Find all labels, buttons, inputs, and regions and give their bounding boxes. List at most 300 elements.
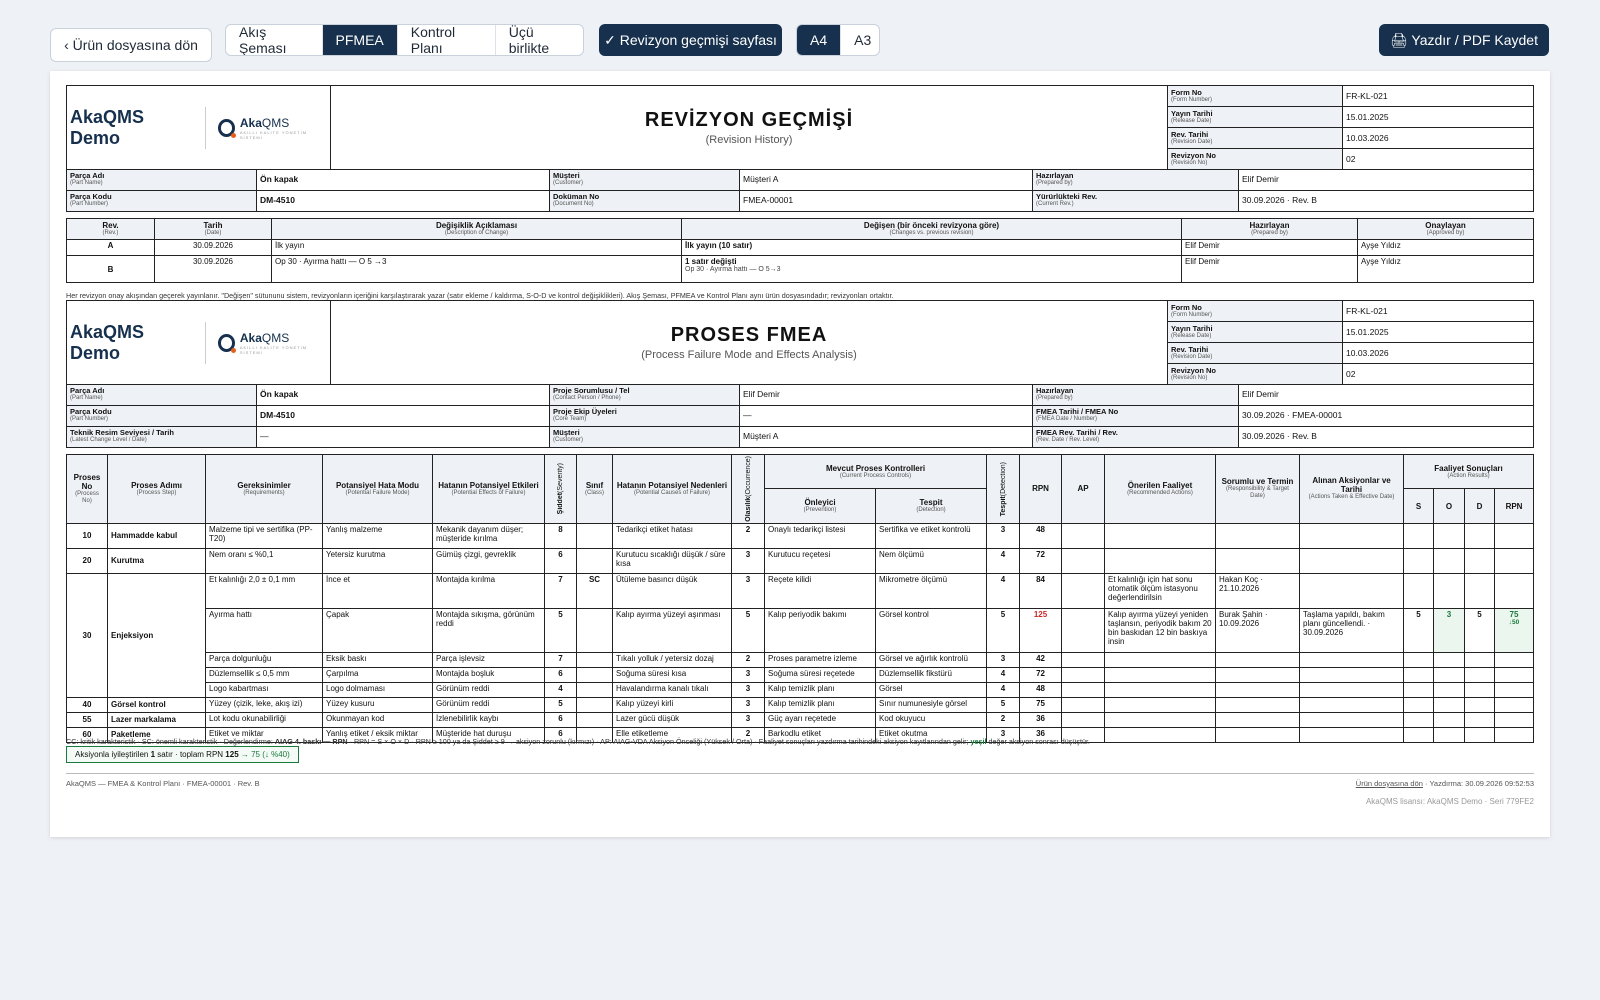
col-occurrence: Olasılık(Occurrence) <box>732 455 765 524</box>
info-value: Müşteri A <box>740 170 1033 191</box>
cell-s: 7 <box>545 573 577 608</box>
cell-fm: Çarpılma <box>323 667 433 682</box>
cell-cause: Elle etiketleme <box>613 727 732 742</box>
cell-fm: Eksik baskı <box>323 652 433 667</box>
cell-no: 55 <box>67 712 108 727</box>
fmea-row <box>67 608 1534 652</box>
fmea-row <box>67 523 1534 548</box>
cell-rec <box>1105 727 1216 742</box>
cell-det: Nem ölçümü <box>876 548 987 573</box>
cell-req: Düzlemsellik ≤ 0,5 mm <box>206 667 323 682</box>
cell-eff: Müşteride hat duruşu <box>433 727 545 742</box>
cell-resp <box>1216 727 1300 742</box>
col-causes: Hatanın Potansiyel Nedenleri (Potential Causes of Failure) <box>613 455 732 524</box>
cell-rs <box>1404 548 1434 573</box>
cell-d: 5 <box>987 697 1020 712</box>
cell-rr <box>1495 548 1534 573</box>
col-rpn: RPN <box>1020 455 1062 524</box>
cell-cls <box>577 652 613 667</box>
cell-cause: Tedarikçi etiket hatası <box>613 523 732 548</box>
logo-text-2: QMS <box>261 330 290 345</box>
akaqms-logo <box>218 116 327 140</box>
cell-cls <box>577 697 613 712</box>
cell-ap <box>1062 712 1105 727</box>
cell-s: 5 <box>545 608 577 652</box>
cell-taken <box>1300 667 1404 682</box>
col-current-controls: Mevcut Proses Kontrolleri (Current Process Controls) <box>765 455 987 489</box>
col-process-no: Proses No (Process No) <box>67 455 108 524</box>
cell-eff: Montajda sıkışma, görünüm reddi <box>433 608 545 652</box>
cell-ro <box>1434 523 1465 548</box>
cell-taken <box>1300 523 1404 548</box>
table-row <box>67 240 1534 256</box>
cell-rec: Et kalınlığı için hat sonu otomatik ölçüm istasyonu değerlendirilsin <box>1105 573 1216 608</box>
cell-prev: Reçete kilidi <box>765 573 876 608</box>
cell-rpn: 36 <box>1020 712 1062 727</box>
cell-cls <box>577 712 613 727</box>
footer-right: Ürün dosyasına dön · Yazdırma: 30.09.2026 09:52:53 <box>1355 779 1534 788</box>
revision-info <box>66 169 1534 212</box>
cell-s: 5 <box>545 697 577 712</box>
cell-ap <box>1062 652 1105 667</box>
revision-table <box>66 218 1534 283</box>
change-cell: İlk yayın (10 satır) <box>682 240 1182 256</box>
cell-ap <box>1062 523 1105 548</box>
date-cell: 30.09.2026 <box>155 240 272 256</box>
cell-prev: Onaylı tedarikçi listesi <box>765 523 876 548</box>
cell-d: 3 <box>987 727 1020 742</box>
cell-eff: Mekanik dayanım düşer; müşteride kırılma <box>433 523 545 548</box>
cell-det: Sınır numunesiyle görsel <box>876 697 987 712</box>
cell-eff: Görünüm reddi <box>433 697 545 712</box>
fmea-info <box>66 384 1534 448</box>
cell-rpn: 72 <box>1020 667 1062 682</box>
logo-text-2: QMS <box>261 115 290 130</box>
cell-d: 4 <box>987 548 1020 573</box>
logo-text: Aka <box>239 115 262 130</box>
view-pfmea-button[interactable]: PFMEA <box>323 25 398 55</box>
cell-ap <box>1062 548 1105 573</box>
col-responsibility: Sorumlu ve Termin (Responsibility & Target Date) <box>1216 455 1300 524</box>
back-to-product-button[interactable]: ‹ Ürün dosyasına dön <box>50 28 212 62</box>
cell-rs <box>1404 523 1434 548</box>
cell-s: 8 <box>545 523 577 548</box>
cell-ro <box>1434 652 1465 667</box>
cell-det: Etiket okutma <box>876 727 987 742</box>
info-label: Proje Sorumlusu / Tel (Contact Person / Phone) <box>550 385 740 406</box>
info-value: DM-4510 <box>257 406 550 427</box>
cell-taken <box>1300 573 1404 608</box>
logo-cell <box>67 301 331 385</box>
cell-fm: İnce et <box>323 573 433 608</box>
cell-o: 2 <box>732 652 765 667</box>
cell-ro <box>1434 682 1465 697</box>
cell-ro <box>1434 712 1465 727</box>
meta-value: 10.03.2026 <box>1343 128 1534 149</box>
cell-rr <box>1495 667 1534 682</box>
cell-o: 3 <box>732 697 765 712</box>
cell-cause: Tıkalı yolluk / yetersiz dozaj <box>613 652 732 667</box>
cell-step: Lazer markalama <box>108 712 206 727</box>
cell-cls <box>577 523 613 548</box>
cell-fm: Yetersiz kurutma <box>323 548 433 573</box>
cell-ap <box>1062 667 1105 682</box>
cell-d: 4 <box>987 573 1020 608</box>
col-class: Sınıf (Class) <box>577 455 613 524</box>
col-header: Hazırlayan (Prepared by) <box>1182 219 1358 240</box>
info-label: Parça Adı (Part Name) <box>67 170 257 191</box>
cell-cause: Kalıp ayırma yüzeyi aşınması <box>613 608 732 652</box>
desc-cell: İlk yayın <box>272 240 682 256</box>
cell-step: Hammadde kabul <box>108 523 206 548</box>
cell-eff: Montajda boşluk <box>433 667 545 682</box>
col-actions-taken: Alınan Aksiyonlar ve Tarihi (Actions Taken & Effective Date) <box>1300 455 1404 524</box>
col-effects: Hatanın Potansiyel Etkileri (Potential Effects of Failure) <box>433 455 545 524</box>
cell-req: Ayırma hattı <box>206 608 323 652</box>
meta-label: Rev. Tarihi (Revision Date) <box>1168 343 1343 364</box>
info-value: 30.09.2026 · Rev. B <box>1239 427 1534 448</box>
cell-prev: Güç ayarı reçetede <box>765 712 876 727</box>
cell-d: 5 <box>987 608 1020 652</box>
meta-label: Form No (Form Number) <box>1168 301 1343 322</box>
meta-value: 02 <box>1343 364 1534 385</box>
cell-rpn: 72 <box>1020 548 1062 573</box>
cell-resp: Burak Şahin · 10.09.2026 <box>1216 608 1300 652</box>
cell-prev: Barkodlu etiket <box>765 727 876 742</box>
info-value: Elif Demir <box>1239 170 1534 191</box>
size-a4-button[interactable]: A4 <box>797 25 841 55</box>
fmea-subtitle: (Process Failure Mode and Effects Analysis) <box>641 349 857 361</box>
document-sheet <box>50 71 1550 837</box>
cell-rd <box>1465 548 1495 573</box>
info-label: Proje Ekip Üyeleri (Core Team) <box>550 406 740 427</box>
cell-cls: SC <box>577 573 613 608</box>
meta-label: Rev. Tarihi (Revision Date) <box>1168 128 1343 149</box>
cell-ap <box>1062 608 1105 652</box>
info-label: Müşteri (Customer) <box>550 427 740 448</box>
cell-taken <box>1300 652 1404 667</box>
cell-cls <box>577 682 613 697</box>
cell-resp: Hakan Koç · 21.10.2026 <box>1216 573 1300 608</box>
cell-d: 2 <box>987 712 1020 727</box>
cell-rr <box>1495 682 1534 697</box>
cell-det: Görsel <box>876 682 987 697</box>
col-prevention: Önleyici (Prevention) <box>765 489 876 523</box>
cell-ap <box>1062 697 1105 712</box>
cell-det: Düzlemsellik fikstürü <box>876 667 987 682</box>
cell-rr <box>1495 608 1534 652</box>
cell-o: 3 <box>732 548 765 573</box>
fmea-row <box>67 652 1534 667</box>
table-row <box>67 256 1534 283</box>
cell-cause: Havalandırma kanalı tıkalı <box>613 682 732 697</box>
col-result-o: O <box>1434 489 1465 523</box>
cell-resp <box>1216 712 1300 727</box>
cell-rpn: 48 <box>1020 682 1062 697</box>
cell-ro <box>1434 697 1465 712</box>
info-label: Hazırlayan (Prepared by) <box>1033 170 1239 191</box>
col-detection: Tespit(Detection) <box>987 455 1020 524</box>
cell-taken <box>1300 697 1404 712</box>
cell-rec <box>1105 667 1216 682</box>
fmea-table <box>66 454 1534 743</box>
cell-prev: Kalıp temizlik planı <box>765 697 876 712</box>
fmea-title: PROSES FMEA <box>670 324 828 346</box>
cell-s: 6 <box>545 712 577 727</box>
info-label: Yürürlükteki Rev. (Current Rev.) <box>1033 191 1239 212</box>
cell-rd <box>1465 652 1495 667</box>
print-button[interactable]: 🖨 Yazdır / PDF Kaydet <box>1379 24 1549 56</box>
meta-value: FR-KL-021 <box>1343 86 1534 107</box>
cell-fm: Okunmayan kod <box>323 712 433 727</box>
cell-req: Yüzey (çizik, leke, akış izi) <box>206 697 323 712</box>
cell-cause: Ütüleme basıncı düşük <box>613 573 732 608</box>
cell-d: 3 <box>987 523 1020 548</box>
cell-rd: 5 <box>1465 608 1495 652</box>
info-label: Teknik Resim Seviyesi / Tarih (Latest Change Level / Date) <box>67 427 257 448</box>
cell-step: Enjeksiyon <box>108 573 206 697</box>
cell-fm: Yanlış etiket / eksik miktar <box>323 727 433 742</box>
prepared-cell: Elif Demir <box>1182 240 1358 256</box>
cell-rr <box>1495 652 1534 667</box>
cell-det: Sertifika ve etiket kontrolü <box>876 523 987 548</box>
cell-ro <box>1434 667 1465 682</box>
revision-history-toggle[interactable]: ✓ Revizyon geçmişi sayfası <box>599 24 782 56</box>
cell-rs: 5 <box>1404 608 1434 652</box>
info-value: Elif Demir <box>740 385 1033 406</box>
desc-cell: Op 30 · Ayırma hattı — O 5 →3 <box>272 256 682 283</box>
view-control-plan-button[interactable]: Kontrol Planı <box>398 25 496 55</box>
cell-rs <box>1404 573 1434 608</box>
back-to-product-link[interactable]: Ürün dosyasına dön <box>1355 779 1423 788</box>
view-switch <box>225 24 584 56</box>
cell-rs <box>1404 727 1434 742</box>
col-result-s: S <box>1404 489 1434 523</box>
akaqms-logo <box>218 331 327 355</box>
license-info: AkaQMS lisansı: AkaQMS Demo · Seri 779FE2 <box>1365 797 1534 806</box>
approved-cell: Ayşe Yıldız <box>1358 240 1534 256</box>
fmea-title-cell <box>331 301 1168 385</box>
info-value: Ön kapak <box>257 385 550 406</box>
cell-no: 30 <box>67 573 108 697</box>
info-value: — <box>740 406 1033 427</box>
col-header: Onaylayan (Approved by) <box>1358 219 1534 240</box>
company-name: AkaQMS Demo <box>70 322 206 364</box>
cell-ro <box>1434 573 1465 608</box>
cell-rpn: 36 <box>1020 727 1062 742</box>
cell-rpn: 48 <box>1020 523 1062 548</box>
fmea-header <box>66 300 1534 385</box>
approved-cell: Ayşe Yıldız <box>1358 256 1534 283</box>
paper-size-switch <box>796 24 880 56</box>
cell-det: Mikrometre ölçümü <box>876 573 987 608</box>
cell-o: 3 <box>732 712 765 727</box>
cell-s: 6 <box>545 667 577 682</box>
cell-rr <box>1495 712 1534 727</box>
cell-prev: Kurutucu reçetesi <box>765 548 876 573</box>
col-action-results: Faaliyet Sonuçları (Action Results) <box>1404 455 1534 489</box>
cell-resp <box>1216 523 1300 548</box>
view-all-button[interactable]: Üçü birlikte <box>508 24 550 56</box>
info-label: Parça Adı (Part Name) <box>67 385 257 406</box>
cell-req: Et kalınlığı 2,0 ± 0,1 mm <box>206 573 323 608</box>
fmea-row <box>67 682 1534 697</box>
cell-rs <box>1404 667 1434 682</box>
cell-req: Malzeme tipi ve sertifika (PP-T20) <box>206 523 323 548</box>
cell-cause: Kalıp yüzeyi kirli <box>613 697 732 712</box>
cell-rs <box>1404 712 1434 727</box>
cell-rd <box>1465 697 1495 712</box>
info-value: Elif Demir <box>1239 385 1534 406</box>
meta-label: Form No (Form Number) <box>1168 86 1343 107</box>
cell-cause: Kurutucu sıcaklığı düşük / süre kısa <box>613 548 732 573</box>
cell-taken <box>1300 712 1404 727</box>
fmea-legend: CC: kritik karakteristik · SC: önemli karakteristik · Değerlendirme: AIAG 4. baskı — RPN · RPN = S × O × D · RPN ≥ 100 ya da Şiddet ≥ 9 → aksiyon zorunlu (kırmızı) · AP: AIAG-VDA Aksiyon Önceliği (Yüksek / Orta) · Faaliyet sonuçları yazdırma tarihindeki aksiyon kayıtlarından gelir; yeşil değer aksiyon sonrası düşüştür. <box>66 737 1090 746</box>
meta-label: Revizyon No (Revision No) <box>1168 364 1343 385</box>
cell-step: Görsel kontrol <box>108 697 206 712</box>
cell-rpn: 84 <box>1020 573 1062 608</box>
cell-o: 5 <box>732 608 765 652</box>
cell-resp <box>1216 652 1300 667</box>
info-label: FMEA Rev. Tarihi / Rev. (Rev. Date / Rev. Level) <box>1033 427 1239 448</box>
info-value: FMEA-00001 <box>740 191 1033 212</box>
fmea-row <box>67 697 1534 712</box>
cell-rr <box>1495 727 1534 742</box>
cell-fm: Yüzey kusuru <box>323 697 433 712</box>
cell-eff: Parça işlevsiz <box>433 652 545 667</box>
meta-value: 02 <box>1343 149 1534 170</box>
col-ap: AP <box>1062 455 1105 524</box>
cell-rs <box>1404 697 1434 712</box>
col-result-d: D <box>1465 489 1495 523</box>
company-name: AkaQMS Demo <box>70 107 206 149</box>
cell-o: 3 <box>732 573 765 608</box>
cell-rd <box>1465 667 1495 682</box>
meta-label: Yayın Tarihi (Release Date) <box>1168 322 1343 343</box>
cell-eff: Gümüş çizgi, gevreklik <box>433 548 545 573</box>
cell-rd <box>1465 682 1495 697</box>
cell-cause: Lazer gücü düşük <box>613 712 732 727</box>
logo-text: Aka <box>239 330 262 345</box>
cell-req: Parça dolgunluğu <box>206 652 323 667</box>
cell-rec <box>1105 697 1216 712</box>
cell-d: 4 <box>987 682 1020 697</box>
cell-req: Etiket ve miktar <box>206 727 323 742</box>
info-value: 30.09.2026 · Rev. B <box>1239 191 1534 212</box>
cell-cls <box>577 548 613 573</box>
info-value: Müşteri A <box>740 427 1033 448</box>
date-cell: 30.09.2026 <box>155 256 272 283</box>
cell-rd <box>1465 712 1495 727</box>
cell-taken <box>1300 548 1404 573</box>
cell-det: Kod okuyucu <box>876 712 987 727</box>
info-label: Hazırlayan (Prepared by) <box>1033 385 1239 406</box>
col-detection-control: Tespit (Detection) <box>876 489 987 523</box>
col-header: Değişen (bir önceki revizyona göre) (Changes vs. previous revision) <box>682 219 1182 240</box>
cell-o: 2 <box>732 727 765 742</box>
cell-eff: Görünüm reddi <box>433 682 545 697</box>
fmea-row <box>67 712 1534 727</box>
cell-taken <box>1300 727 1404 742</box>
footer-left: AkaQMS — FMEA & Kontrol Planı · FMEA-00001 · Rev. B <box>66 779 260 788</box>
cell-ro: 3 <box>1434 608 1465 652</box>
page-subtitle: (Revision History) <box>705 134 793 146</box>
cell-rr <box>1495 573 1534 608</box>
logo-mark-icon <box>218 119 235 137</box>
info-value: Ön kapak <box>257 170 550 191</box>
cell-cls <box>577 608 613 652</box>
cell-cause: Soğuma süresi kısa <box>613 667 732 682</box>
col-result-rpn: RPN <box>1495 489 1534 523</box>
fmea-row <box>67 548 1534 573</box>
cell-prev: Proses parametre izleme <box>765 652 876 667</box>
cell-prev: Soğuma süresi reçetede <box>765 667 876 682</box>
cell-rr <box>1495 697 1534 712</box>
cell-ap <box>1062 682 1105 697</box>
change-cell: 1 satır değişti Op 30 · Ayırma hattı — O 5→3 <box>682 256 1182 283</box>
cell-prev: Kalıp periyodik bakımı <box>765 608 876 652</box>
view-flow-button[interactable]: Akış Şeması <box>226 25 323 55</box>
logo-tagline: AKILLI KALİTE YÖNETİM SİSTEMİ <box>239 344 308 355</box>
cell-rd <box>1465 573 1495 608</box>
logo-cell <box>67 86 331 170</box>
cell-resp <box>1216 697 1300 712</box>
info-label: FMEA Tarihi / FMEA No (FMEA Date / Number) <box>1033 406 1239 427</box>
cell-rec <box>1105 682 1216 697</box>
meta-value: 15.01.2025 <box>1343 107 1534 128</box>
rpn-after: 75 <box>1509 609 1519 619</box>
cell-s: 6 <box>545 548 577 573</box>
revision-note: Her revizyon onay akışından geçerek yayınlanır. "Değişen" sütununu sistem, revizyonların içeriğini karşılaştırarak yazar (satır ekleme / kaldırma, S-O-D ve kontrol değişiklikleri). Akış Şeması, PFMEA ve Kontrol Planı aynı ürün dosyasındadır; revizyonları ortaktır. <box>66 291 894 300</box>
cell-no: 20 <box>67 548 108 573</box>
col-failure-mode: Potansiyel Hata Modu (Potential Failure Mode) <box>323 455 433 524</box>
rev-cell: A <box>67 240 155 256</box>
cell-rec <box>1105 548 1216 573</box>
info-value: 30.09.2026 · FMEA-00001 <box>1239 406 1534 427</box>
size-a3-button[interactable]: A3 <box>854 32 872 48</box>
cell-eff: Montajda kırılma <box>433 573 545 608</box>
logo-tagline: AKILLI KALİTE YÖNETİM SİSTEMİ <box>239 129 308 140</box>
cell-resp <box>1216 667 1300 682</box>
cell-det: Görsel ve ağırlık kontrolü <box>876 652 987 667</box>
cell-rec <box>1105 712 1216 727</box>
cell-eff: İzlenebilirlik kaybı <box>433 712 545 727</box>
cell-s: 6 <box>545 727 577 742</box>
meta-label: Yayın Tarihi (Release Date) <box>1168 107 1343 128</box>
rev-title-cell <box>331 86 1168 170</box>
col-process-step: Proses Adımı (Process Step) <box>108 455 206 524</box>
revision-header <box>66 85 1534 170</box>
col-header: Değişiklik Açıklaması (Description of Change) <box>272 219 682 240</box>
col-header: Tarih (Date) <box>155 219 272 240</box>
footer <box>66 773 1534 788</box>
cell-det: Görsel kontrol <box>876 608 987 652</box>
rev-cell: B <box>67 256 155 283</box>
cell-rpn: 125 <box>1020 608 1062 652</box>
cell-no: 10 <box>67 523 108 548</box>
cell-ro <box>1434 727 1465 742</box>
col-requirements: Gereksinimler (Requirements) <box>206 455 323 524</box>
cell-s: 7 <box>545 652 577 667</box>
cell-step: Kurutma <box>108 548 206 573</box>
page-title: REVİZYON GEÇMİŞİ <box>644 109 854 131</box>
toolbar <box>50 24 1550 62</box>
cell-req: Nem oranı ≤ %0,1 <box>206 548 323 573</box>
cell-no: 60 <box>67 727 108 742</box>
cell-o: 2 <box>732 523 765 548</box>
prepared-cell: Elif Demir <box>1182 256 1358 283</box>
info-label: Parça Kodu (Part Number) <box>67 406 257 427</box>
